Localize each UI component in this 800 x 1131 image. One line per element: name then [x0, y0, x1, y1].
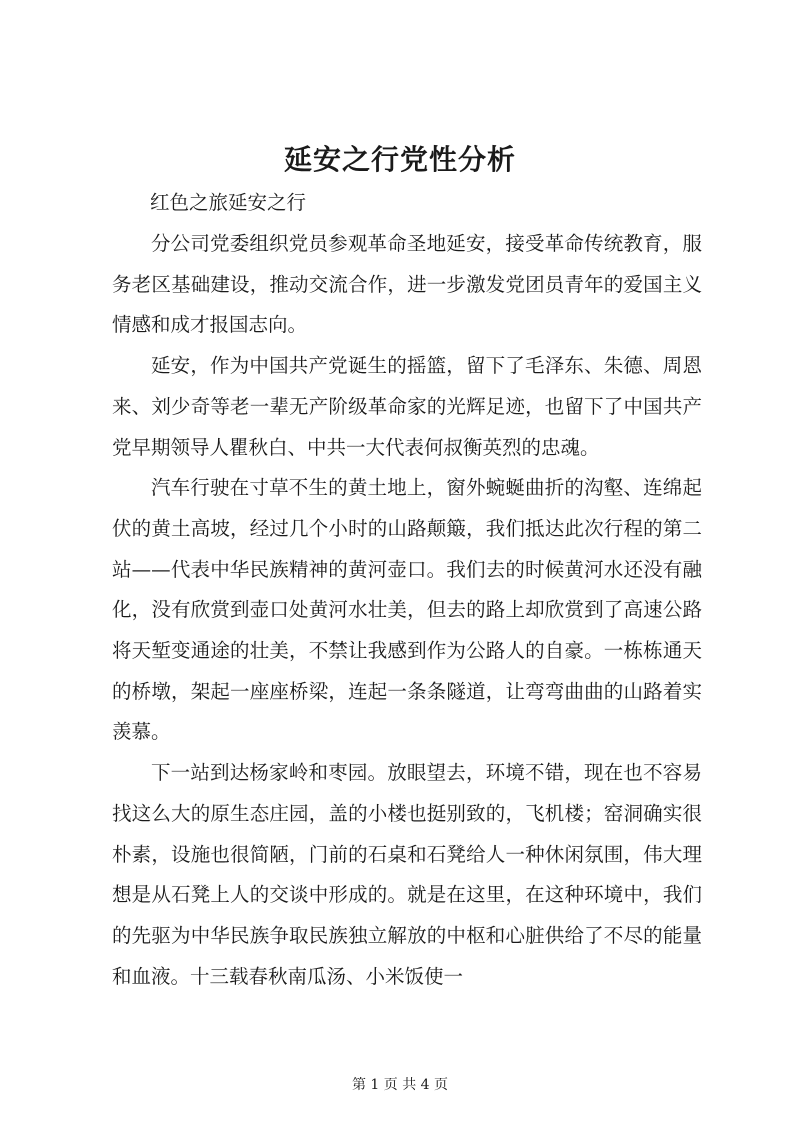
- document-body: [112, 224, 702, 997]
- paragraph: 延安，作为中国共产党诞生的摇篮，留下了毛泽东、朱德、周恩来、刘少奇等老一辈无产阶级革命家的光辉足迹，也留下了中国共产党早期领导人瞿秋白、中共一大代表何叔衡英烈的忠魂。: [112, 354, 702, 459]
- document-subtitle: 红色之旅延安之行: [150, 191, 307, 214]
- document-title: 延安之行党性分析: [283, 143, 516, 176]
- paragraph: 汽车行驶在寸草不生的黄土地上，窗外蜿蜒曲折的沟壑、连绵起伏的黄土高坡，经过几个小时的山路颠簸，我们抵达此次行程的第二站——代表中华民族精神的黄河壶口。我们去的时候黄河水还没有融化，没有欣赏到壶口处黄河水壮美，但去的路上却欣赏到了高速公路将天堑变通途的壮美，不禁让我感到作为公路人的自豪。一栋栋通天的桥墩，架起一座座桥梁，连起一条条隧道，让弯弯曲曲的山路着实羡慕。: [112, 476, 702, 744]
- paragraph: 分公司党委组织党员参观革命圣地延安，接受革命传统教育，服务老区基础建设，推动交流合作，进一步激发党团员青年的爱国主义情感和成才报国志向。: [112, 232, 702, 337]
- paragraph: 下一站到达杨家岭和枣园。放眼望去，环境不错，现在也不容易找这么大的原生态庄园，盖的小楼也挺别致的，飞机楼；窑洞确实很朴素，设施也很简陋，门前的石桌和石凳给人一种休闲氛围，伟大理想是从石凳上人的交谈中形成的。就是在这里，在这种环境中，我们的先驱为中华民族争取民族独立解放的中枢和心脏供给了不尽的能量和血液。十三载春秋南瓜汤、小米饭使一: [112, 761, 702, 988]
- page-footer: 第 1 页 共 4 页: [351, 1077, 449, 1093]
